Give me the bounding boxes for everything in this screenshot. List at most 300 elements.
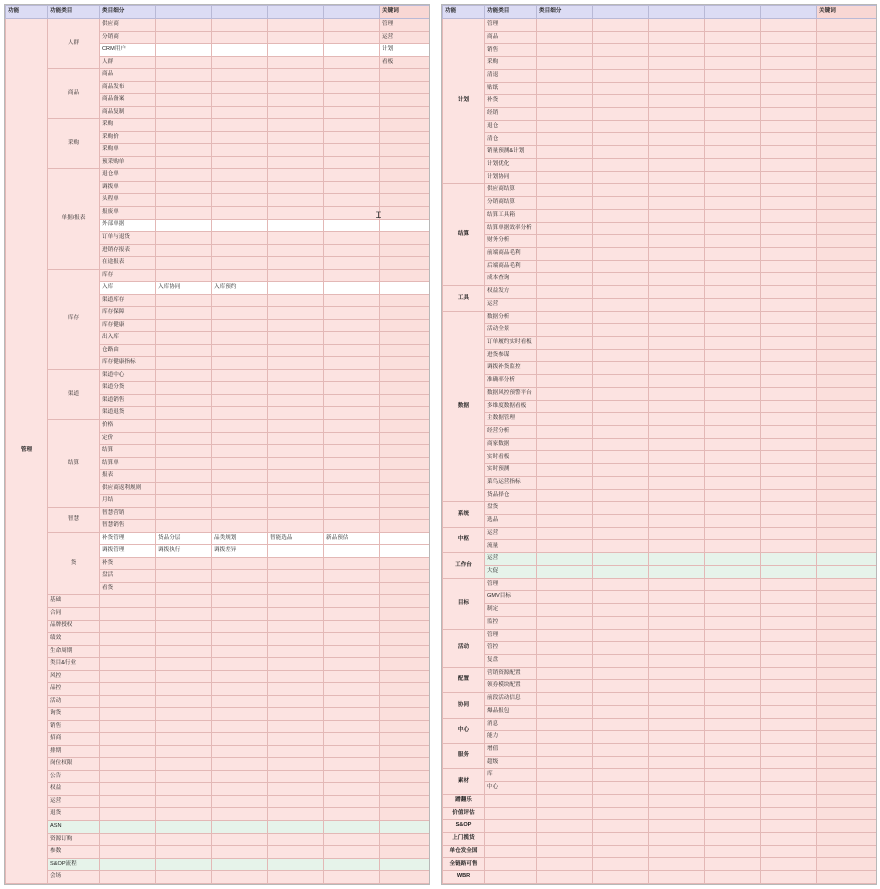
right-keyword-cell[interactable] (817, 731, 878, 744)
left-subcategory-cell[interactable] (324, 194, 380, 207)
right-keyword-cell[interactable] (817, 19, 878, 32)
left-subcategory-cell[interactable] (156, 495, 212, 508)
right-subcategory-cell[interactable] (705, 235, 761, 248)
right-subcategory-cell[interactable] (761, 769, 817, 782)
left-subcategory-cell[interactable]: 智慧销售 (100, 520, 156, 533)
right-subcategory-cell[interactable] (537, 222, 593, 235)
right-subcategory-cell[interactable] (705, 591, 761, 604)
right-subcategory-cell[interactable] (593, 464, 649, 477)
right-subcategory-cell[interactable] (537, 349, 593, 362)
left-subcategory-cell[interactable] (324, 219, 380, 232)
left-category-cell[interactable]: 类目&行业 (48, 658, 100, 671)
right-subcategory-cell[interactable] (593, 57, 649, 70)
right-subcategory-cell[interactable] (705, 197, 761, 210)
right-subcategory-cell[interactable] (761, 578, 817, 591)
right-subcategory-cell[interactable] (761, 247, 817, 260)
left-subcategory-cell[interactable]: 新品预估 (324, 532, 380, 545)
left-subcategory-cell[interactable] (156, 369, 212, 382)
left-subcategory-cell[interactable] (268, 194, 324, 207)
right-keyword-cell[interactable] (817, 616, 878, 629)
right-category-cell[interactable]: 爆品报包 (485, 705, 537, 718)
right-keyword-cell[interactable] (817, 57, 878, 70)
right-subcategory-cell[interactable] (705, 527, 761, 540)
left-subcategory-cell[interactable]: 在途报表 (100, 257, 156, 270)
left-subcategory-cell[interactable] (268, 733, 324, 746)
left-subcategory-cell[interactable] (268, 495, 324, 508)
right-subcategory-cell[interactable] (537, 680, 593, 693)
right-subcategory-cell[interactable] (705, 540, 761, 553)
left-subcategory-cell[interactable] (156, 344, 212, 357)
right-subcategory-cell[interactable] (705, 743, 761, 756)
left-category-cell[interactable]: 品牌授权 (48, 620, 100, 633)
right-category-cell[interactable]: 制定 (485, 604, 537, 617)
left-subcategory-cell[interactable] (268, 720, 324, 733)
right-subcategory-cell[interactable] (537, 235, 593, 248)
right-keyword-cell[interactable] (817, 69, 878, 82)
left-subcategory-cell[interactable] (324, 570, 380, 583)
right-subcategory-cell[interactable] (761, 845, 817, 858)
left-subcategory-cell[interactable] (268, 582, 324, 595)
left-subcategory-cell[interactable] (268, 708, 324, 721)
left-subcategory-cell[interactable] (100, 783, 156, 796)
right-subcategory-cell[interactable] (761, 502, 817, 515)
right-subcategory-cell[interactable] (761, 438, 817, 451)
left-subcategory-cell[interactable] (268, 44, 324, 57)
right-subcategory-cell[interactable] (593, 133, 649, 146)
right-spreadsheet[interactable] (441, 4, 877, 885)
right-function-cell[interactable]: 蹭翻乐 (443, 794, 485, 807)
right-subcategory-cell[interactable] (537, 69, 593, 82)
right-subcategory-cell[interactable] (649, 31, 705, 44)
right-subcategory-cell[interactable] (761, 743, 817, 756)
right-subcategory-cell[interactable] (761, 667, 817, 680)
right-subcategory-cell[interactable] (537, 375, 593, 388)
right-header-cell[interactable] (649, 6, 705, 19)
left-subcategory-cell[interactable] (156, 808, 212, 821)
right-keyword-cell[interactable] (817, 833, 878, 846)
left-subcategory-cell[interactable] (156, 19, 212, 32)
left-subcategory-cell[interactable] (324, 119, 380, 132)
left-category-cell[interactable]: 退货 (48, 808, 100, 821)
right-subcategory-cell[interactable] (705, 807, 761, 820)
left-subcategory-cell[interactable] (212, 783, 268, 796)
right-subcategory-cell[interactable] (593, 108, 649, 121)
left-keyword-cell[interactable] (380, 745, 430, 758)
left-subcategory-cell[interactable] (212, 206, 268, 219)
left-subcategory-cell[interactable] (324, 482, 380, 495)
right-category-cell[interactable]: 经营分析 (485, 426, 537, 439)
right-subcategory-cell[interactable] (593, 527, 649, 540)
left-subcategory-cell[interactable] (324, 507, 380, 520)
left-subcategory-cell[interactable] (268, 69, 324, 82)
right-keyword-cell[interactable] (817, 642, 878, 655)
left-subcategory-cell[interactable] (212, 607, 268, 620)
left-subcategory-cell[interactable] (268, 94, 324, 107)
left-subcategory-cell[interactable] (156, 269, 212, 282)
left-subcategory-cell[interactable] (268, 232, 324, 245)
left-subcategory-cell[interactable] (268, 332, 324, 345)
right-subcategory-cell[interactable] (705, 833, 761, 846)
right-subcategory-cell[interactable] (649, 171, 705, 184)
right-category-cell[interactable]: 实时看板 (485, 451, 537, 464)
right-subcategory-cell[interactable] (593, 298, 649, 311)
left-category-cell[interactable]: 会场 (48, 871, 100, 884)
right-subcategory-cell[interactable] (649, 400, 705, 413)
right-subcategory-cell[interactable] (537, 718, 593, 731)
right-keyword-cell[interactable] (817, 820, 878, 833)
left-category-cell[interactable]: 权益 (48, 783, 100, 796)
right-category-cell[interactable]: 财务分析 (485, 235, 537, 248)
right-subcategory-cell[interactable] (649, 820, 705, 833)
right-category-cell[interactable]: 调拨补货监控 (485, 362, 537, 375)
right-category-cell[interactable]: 销量预测&计划 (485, 146, 537, 159)
left-subcategory-cell[interactable] (324, 407, 380, 420)
right-subcategory-cell[interactable] (593, 82, 649, 95)
right-subcategory-cell[interactable] (649, 743, 705, 756)
left-subcategory-cell[interactable]: 补货管理 (100, 532, 156, 545)
right-subcategory-cell[interactable] (593, 158, 649, 171)
left-subcategory-cell[interactable]: 入库协同 (156, 282, 212, 295)
left-subcategory-cell[interactable] (156, 81, 212, 94)
left-subcategory-cell[interactable] (156, 206, 212, 219)
right-subcategory-cell[interactable] (593, 222, 649, 235)
right-subcategory-cell[interactable] (593, 426, 649, 439)
left-subcategory-cell[interactable] (212, 232, 268, 245)
right-subcategory-cell[interactable] (761, 451, 817, 464)
right-category-cell[interactable]: 管理 (485, 19, 537, 32)
left-subcategory-cell[interactable] (268, 432, 324, 445)
left-subcategory-cell[interactable] (324, 369, 380, 382)
left-subcategory-cell[interactable] (156, 407, 212, 420)
left-subcategory-cell[interactable] (324, 232, 380, 245)
left-keyword-cell[interactable] (380, 369, 430, 382)
left-subcategory-cell[interactable] (212, 846, 268, 859)
left-subcategory-cell[interactable] (324, 758, 380, 771)
right-subcategory-cell[interactable] (537, 400, 593, 413)
right-subcategory-cell[interactable] (705, 158, 761, 171)
right-subcategory-cell[interactable] (537, 362, 593, 375)
left-category-cell[interactable]: 库存 (48, 269, 100, 369)
right-subcategory-cell[interactable] (649, 44, 705, 57)
right-subcategory-cell[interactable] (649, 565, 705, 578)
left-subcategory-cell[interactable] (212, 745, 268, 758)
right-subcategory-cell[interactable] (649, 807, 705, 820)
left-keyword-cell[interactable] (380, 407, 430, 420)
left-subcategory-cell[interactable] (324, 645, 380, 658)
right-subcategory-cell[interactable] (537, 794, 593, 807)
right-subcategory-cell[interactable] (705, 209, 761, 222)
right-function-cell[interactable]: 中枢 (443, 527, 485, 552)
right-keyword-cell[interactable] (817, 464, 878, 477)
left-subcategory-cell[interactable] (268, 620, 324, 633)
right-subcategory-cell[interactable] (705, 858, 761, 871)
left-subcategory-cell[interactable]: 商品备案 (100, 94, 156, 107)
right-subcategory-cell[interactable] (593, 705, 649, 718)
left-subcategory-cell[interactable] (324, 733, 380, 746)
left-subcategory-cell[interactable] (212, 106, 268, 119)
right-subcategory-cell[interactable] (761, 387, 817, 400)
left-subcategory-cell[interactable]: 头程单 (100, 194, 156, 207)
left-subcategory-cell[interactable] (156, 319, 212, 332)
left-category-cell[interactable]: S&OP流程 (48, 858, 100, 871)
right-subcategory-cell[interactable] (705, 642, 761, 655)
left-subcategory-cell[interactable] (212, 557, 268, 570)
left-subcategory-cell[interactable] (324, 81, 380, 94)
left-header-cell[interactable]: 功能类目 (48, 6, 100, 19)
right-subcategory-cell[interactable] (649, 629, 705, 642)
right-category-cell[interactable]: 进货参谋 (485, 349, 537, 362)
left-subcategory-cell[interactable] (268, 457, 324, 470)
left-subcategory-cell[interactable] (212, 708, 268, 721)
right-subcategory-cell[interactable] (761, 833, 817, 846)
right-keyword-cell[interactable] (817, 515, 878, 528)
left-subcategory-cell[interactable] (156, 557, 212, 570)
left-subcategory-cell[interactable] (212, 56, 268, 69)
right-subcategory-cell[interactable] (537, 782, 593, 795)
left-subcategory-cell[interactable] (156, 181, 212, 194)
left-subcategory-cell[interactable] (324, 156, 380, 169)
right-subcategory-cell[interactable] (649, 158, 705, 171)
left-subcategory-cell[interactable] (212, 633, 268, 646)
left-subcategory-cell[interactable] (156, 695, 212, 708)
right-subcategory-cell[interactable] (761, 311, 817, 324)
left-keyword-cell[interactable] (380, 106, 430, 119)
right-subcategory-cell[interactable] (649, 616, 705, 629)
left-subcategory-cell[interactable] (212, 31, 268, 44)
left-subcategory-cell[interactable] (212, 733, 268, 746)
left-subcategory-cell[interactable] (268, 56, 324, 69)
right-subcategory-cell[interactable] (649, 260, 705, 273)
right-subcategory-cell[interactable] (761, 782, 817, 795)
left-keyword-cell[interactable] (380, 871, 430, 884)
left-subcategory-cell[interactable] (212, 520, 268, 533)
left-subcategory-cell[interactable]: 库存健康 (100, 319, 156, 332)
left-subcategory-cell[interactable] (156, 119, 212, 132)
right-category-cell[interactable]: 能力 (485, 731, 537, 744)
left-category-cell[interactable]: 销售 (48, 720, 100, 733)
right-category-cell[interactable]: 运营 (485, 553, 537, 566)
right-keyword-cell[interactable] (817, 324, 878, 337)
right-keyword-cell[interactable] (817, 705, 878, 718)
right-keyword-cell[interactable] (817, 375, 878, 388)
right-subcategory-cell[interactable] (593, 591, 649, 604)
left-subcategory-cell[interactable]: 供应商 (100, 19, 156, 32)
right-subcategory-cell[interactable] (593, 858, 649, 871)
right-subcategory-cell[interactable] (705, 616, 761, 629)
left-subcategory-cell[interactable] (268, 670, 324, 683)
left-subcategory-cell[interactable]: 退仓单 (100, 169, 156, 182)
right-category-cell[interactable]: 管理 (485, 578, 537, 591)
right-subcategory-cell[interactable] (593, 578, 649, 591)
right-subcategory-cell[interactable] (705, 311, 761, 324)
left-subcategory-cell[interactable] (100, 858, 156, 871)
left-subcategory-cell[interactable] (156, 720, 212, 733)
left-subcategory-cell[interactable] (212, 445, 268, 458)
right-category-cell[interactable]: 运营 (485, 527, 537, 540)
left-subcategory-cell[interactable] (100, 795, 156, 808)
right-subcategory-cell[interactable] (761, 680, 817, 693)
right-subcategory-cell[interactable] (705, 387, 761, 400)
right-subcategory-cell[interactable] (761, 286, 817, 299)
left-subcategory-cell[interactable] (268, 758, 324, 771)
right-subcategory-cell[interactable] (761, 616, 817, 629)
left-subcategory-cell[interactable] (324, 94, 380, 107)
left-subcategory-cell[interactable] (268, 131, 324, 144)
left-subcategory-cell[interactable] (156, 332, 212, 345)
left-subcategory-cell[interactable] (156, 144, 212, 157)
right-keyword-cell[interactable] (817, 871, 878, 884)
right-subcategory-cell[interactable] (705, 476, 761, 489)
left-subcategory-cell[interactable]: 采购 (100, 119, 156, 132)
right-subcategory-cell[interactable] (537, 197, 593, 210)
left-subcategory-cell[interactable] (156, 645, 212, 658)
right-subcategory-cell[interactable] (537, 57, 593, 70)
left-category-cell[interactable]: 活动 (48, 695, 100, 708)
right-subcategory-cell[interactable] (593, 629, 649, 642)
right-subcategory-cell[interactable] (705, 44, 761, 57)
right-subcategory-cell[interactable] (593, 349, 649, 362)
right-subcategory-cell[interactable] (649, 642, 705, 655)
left-subcategory-cell[interactable] (156, 457, 212, 470)
left-subcategory-cell[interactable] (324, 357, 380, 370)
right-category-cell[interactable]: 消息 (485, 718, 537, 731)
right-subcategory-cell[interactable] (593, 400, 649, 413)
left-keyword-cell[interactable] (380, 582, 430, 595)
right-subcategory-cell[interactable] (649, 540, 705, 553)
right-subcategory-cell[interactable] (593, 476, 649, 489)
left-header-cell[interactable] (324, 6, 380, 19)
right-category-cell[interactable] (485, 794, 537, 807)
left-category-cell[interactable]: 排期 (48, 745, 100, 758)
right-subcategory-cell[interactable] (593, 731, 649, 744)
left-subcategory-cell[interactable] (268, 745, 324, 758)
right-header-cell[interactable] (593, 6, 649, 19)
right-keyword-cell[interactable] (817, 95, 878, 108)
right-category-cell[interactable]: 采购 (485, 57, 537, 70)
left-subcategory-cell[interactable] (324, 470, 380, 483)
left-subcategory-cell[interactable] (156, 244, 212, 257)
left-keyword-cell[interactable] (380, 144, 430, 157)
left-subcategory-cell[interactable]: 入库 (100, 282, 156, 295)
right-category-cell[interactable]: 商品 (485, 31, 537, 44)
left-subcategory-cell[interactable] (156, 482, 212, 495)
right-subcategory-cell[interactable] (593, 260, 649, 273)
left-keyword-cell[interactable] (380, 344, 430, 357)
right-keyword-cell[interactable] (817, 120, 878, 133)
right-category-cell[interactable]: 增值 (485, 743, 537, 756)
left-subcategory-cell[interactable] (156, 733, 212, 746)
left-subcategory-cell[interactable] (324, 106, 380, 119)
right-subcategory-cell[interactable] (761, 591, 817, 604)
left-subcategory-cell[interactable] (156, 846, 212, 859)
right-keyword-cell[interactable] (817, 362, 878, 375)
right-subcategory-cell[interactable] (705, 871, 761, 884)
left-category-cell[interactable]: 绩效 (48, 633, 100, 646)
left-subcategory-cell[interactable] (212, 19, 268, 32)
right-subcategory-cell[interactable] (705, 502, 761, 515)
left-subcategory-cell[interactable] (156, 56, 212, 69)
right-header-cell[interactable] (705, 6, 761, 19)
right-function-cell[interactable]: 中心 (443, 718, 485, 743)
right-subcategory-cell[interactable] (761, 476, 817, 489)
right-subcategory-cell[interactable] (649, 578, 705, 591)
right-subcategory-cell[interactable] (649, 19, 705, 32)
right-category-cell[interactable]: 计划协同 (485, 171, 537, 184)
left-subcategory-cell[interactable]: 报废单 (100, 206, 156, 219)
left-keyword-cell[interactable] (380, 244, 430, 257)
left-subcategory-cell[interactable] (324, 169, 380, 182)
left-subcategory-cell[interactable] (100, 871, 156, 884)
left-subcategory-cell[interactable]: 看货 (100, 582, 156, 595)
left-keyword-cell[interactable] (380, 181, 430, 194)
right-subcategory-cell[interactable] (761, 654, 817, 667)
left-subcategory-cell[interactable] (324, 745, 380, 758)
left-subcategory-cell[interactable] (156, 94, 212, 107)
left-keyword-cell[interactable]: 看板 (380, 56, 430, 69)
left-keyword-cell[interactable] (380, 257, 430, 270)
right-keyword-cell[interactable] (817, 349, 878, 362)
left-subcategory-cell[interactable] (212, 821, 268, 834)
left-subcategory-cell[interactable] (156, 833, 212, 846)
right-subcategory-cell[interactable] (537, 820, 593, 833)
right-subcategory-cell[interactable] (705, 171, 761, 184)
right-category-cell[interactable]: 销售 (485, 44, 537, 57)
left-subcategory-cell[interactable] (268, 206, 324, 219)
right-keyword-cell[interactable] (817, 769, 878, 782)
left-subcategory-cell[interactable] (156, 294, 212, 307)
left-subcategory-cell[interactable] (100, 758, 156, 771)
left-keyword-cell[interactable] (380, 382, 430, 395)
right-category-cell[interactable]: 菜鸟运营指标 (485, 476, 537, 489)
right-category-cell[interactable]: 贴纸 (485, 82, 537, 95)
right-keyword-cell[interactable] (817, 260, 878, 273)
left-subcategory-cell[interactable] (212, 131, 268, 144)
left-category-cell[interactable]: ASN (48, 821, 100, 834)
left-keyword-cell[interactable] (380, 858, 430, 871)
right-subcategory-cell[interactable] (761, 209, 817, 222)
left-keyword-cell[interactable]: 计划 (380, 44, 430, 57)
right-subcategory-cell[interactable] (649, 133, 705, 146)
left-subcategory-cell[interactable]: 调拨管理 (100, 545, 156, 558)
right-subcategory-cell[interactable] (537, 324, 593, 337)
left-keyword-cell[interactable] (380, 307, 430, 320)
right-subcategory-cell[interactable] (537, 426, 593, 439)
right-subcategory-cell[interactable] (705, 222, 761, 235)
left-subcategory-cell[interactable]: 仓路由 (100, 344, 156, 357)
right-category-cell[interactable]: 主数据管理 (485, 413, 537, 426)
right-subcategory-cell[interactable] (705, 782, 761, 795)
right-keyword-cell[interactable] (817, 413, 878, 426)
left-subcategory-cell[interactable] (156, 44, 212, 57)
right-keyword-cell[interactable] (817, 782, 878, 795)
left-subcategory-cell[interactable] (212, 620, 268, 633)
left-subcategory-cell[interactable] (212, 407, 268, 420)
left-category-cell[interactable]: 参数 (48, 846, 100, 859)
right-subcategory-cell[interactable] (537, 527, 593, 540)
right-keyword-cell[interactable] (817, 336, 878, 349)
right-subcategory-cell[interactable] (593, 756, 649, 769)
right-subcategory-cell[interactable] (593, 807, 649, 820)
right-subcategory-cell[interactable] (537, 451, 593, 464)
right-subcategory-cell[interactable] (537, 247, 593, 260)
left-keyword-cell[interactable] (380, 232, 430, 245)
right-subcategory-cell[interactable] (537, 171, 593, 184)
right-subcategory-cell[interactable] (761, 642, 817, 655)
right-category-cell[interactable] (485, 845, 537, 858)
left-keyword-cell[interactable] (380, 119, 430, 132)
right-function-cell[interactable]: 目标 (443, 578, 485, 629)
right-subcategory-cell[interactable] (649, 769, 705, 782)
